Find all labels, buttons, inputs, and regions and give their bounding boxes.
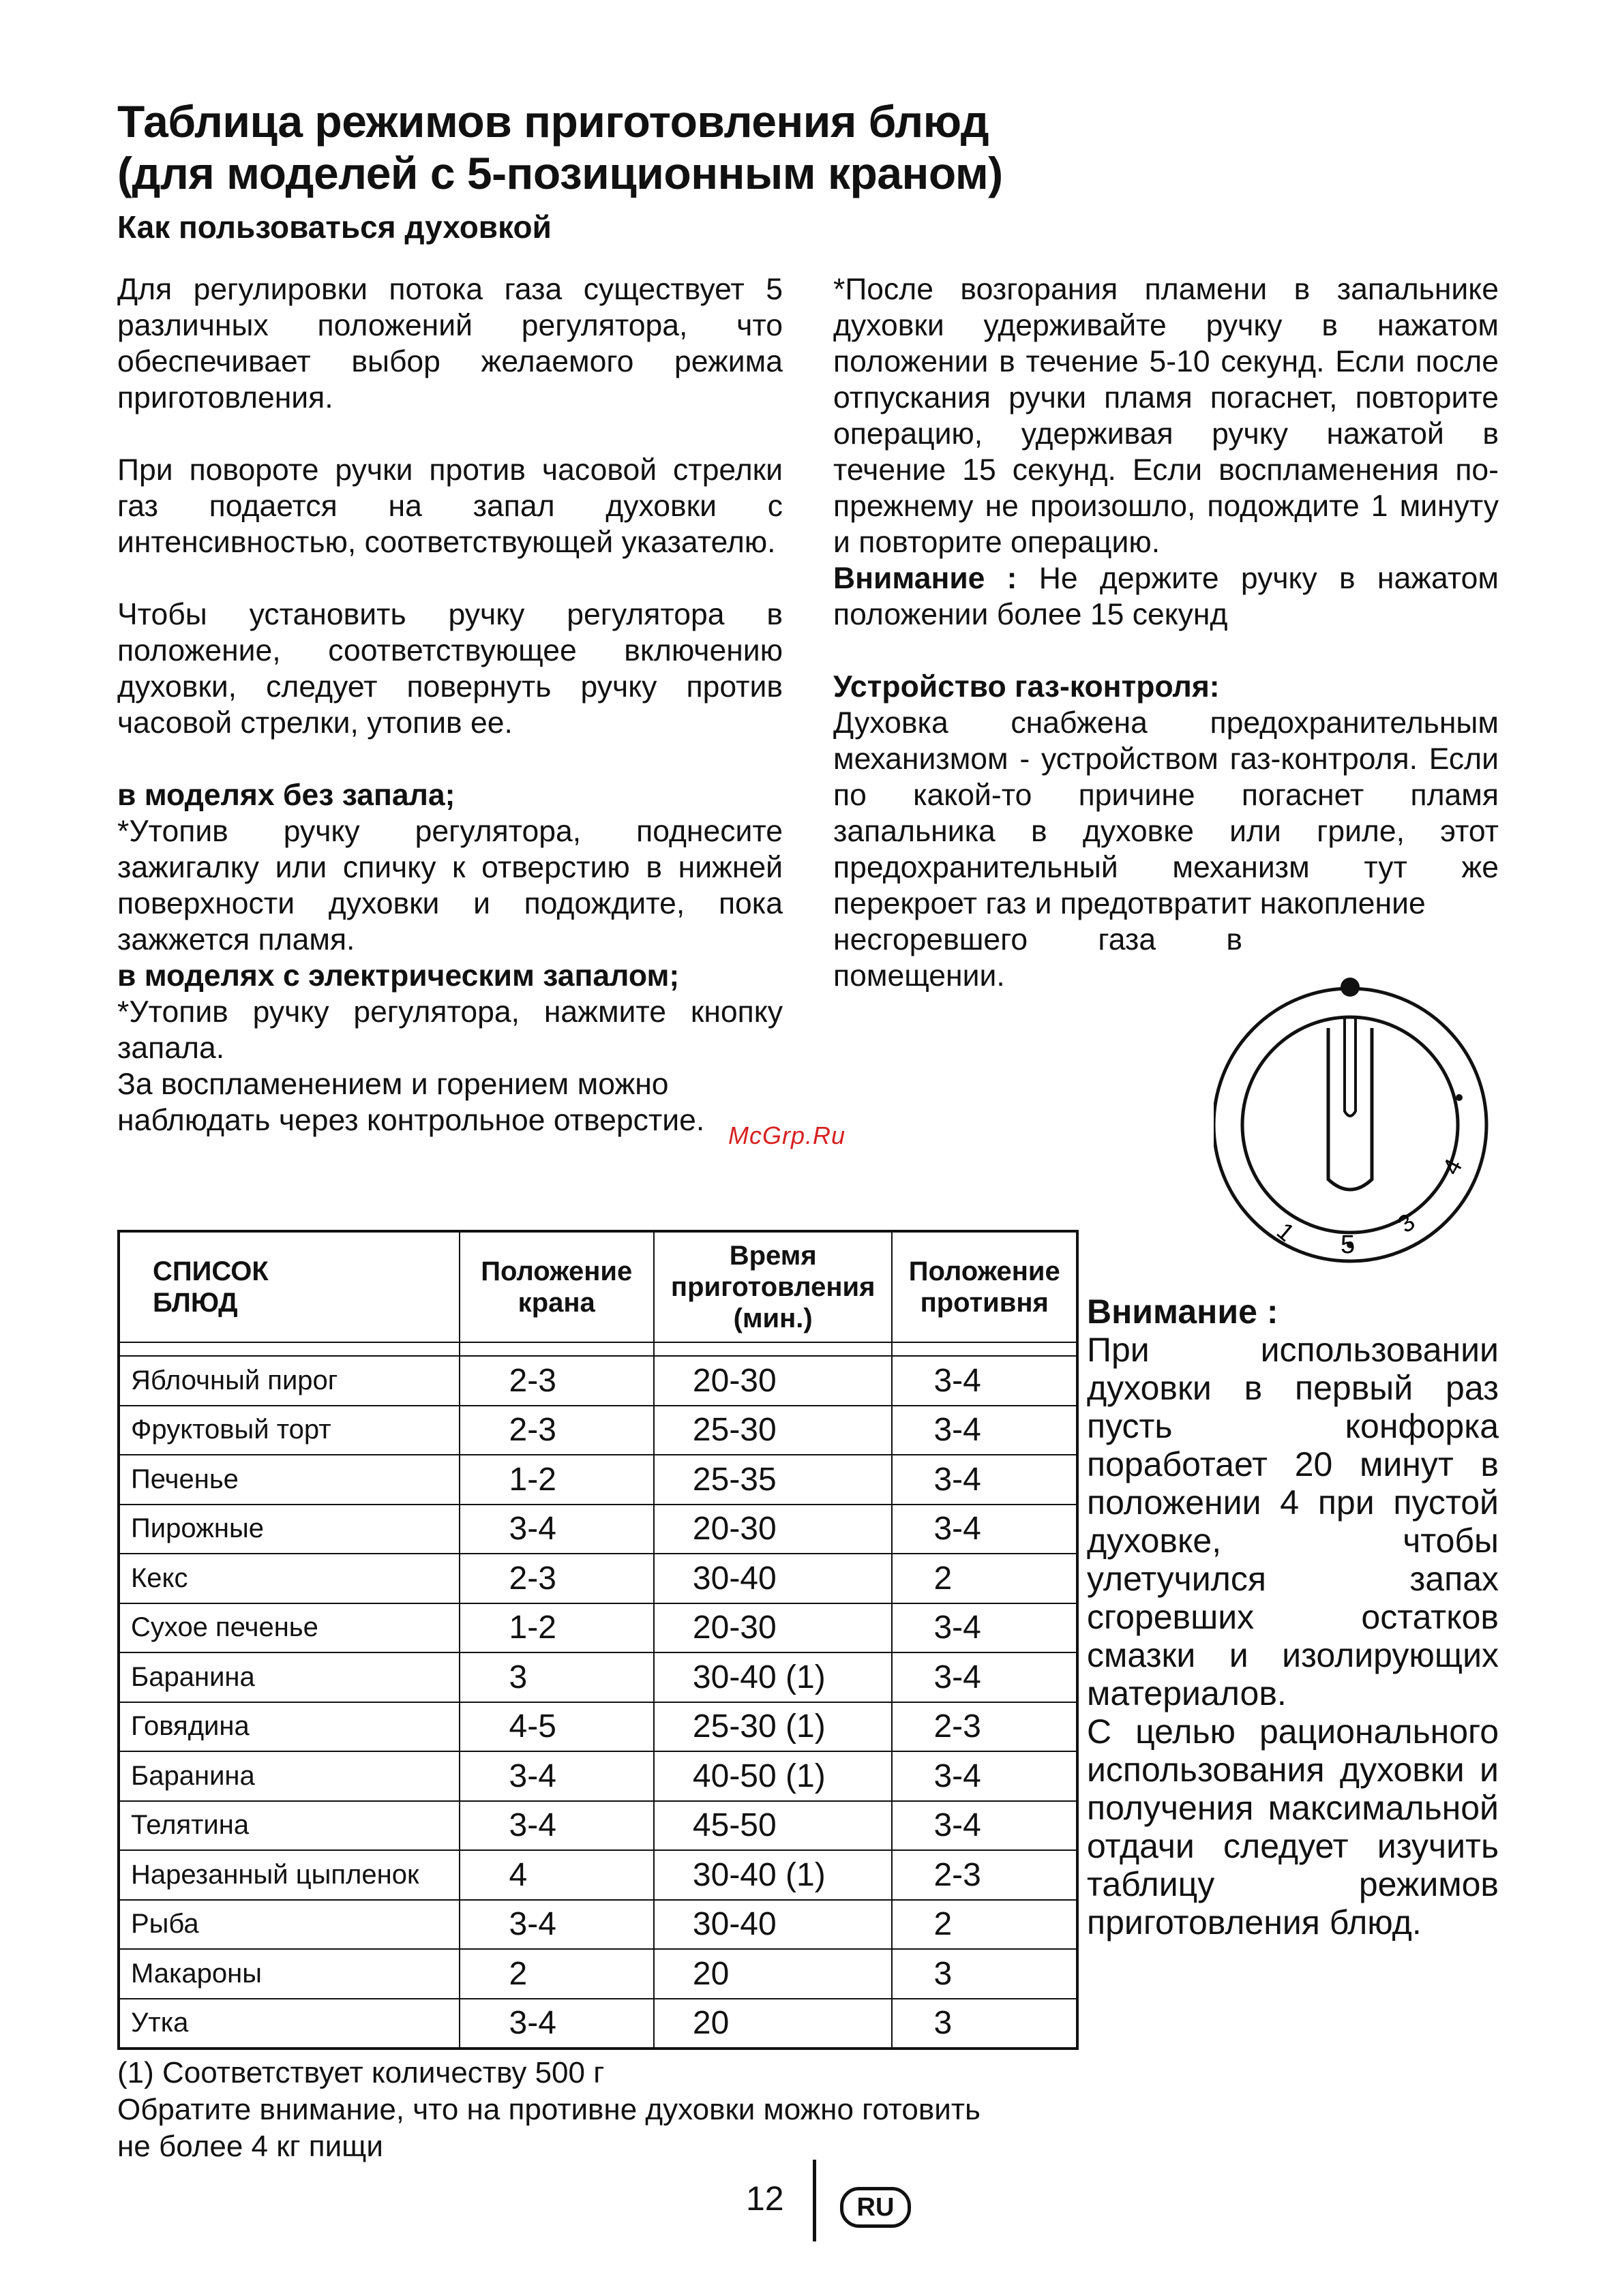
dish-cell: Говядина: [119, 1702, 460, 1752]
tray-cell: 3: [892, 1999, 1077, 2049]
gap-cell: [460, 1342, 654, 1356]
tray-cell: 3-4: [892, 1505, 1077, 1554]
knob-label-5: 5: [1341, 1230, 1356, 1259]
dish-cell: Фруктовый торт: [119, 1406, 460, 1455]
left-paragraph-5: *Утопив ручку регулятора, нажмите кнопку запала.: [117, 995, 783, 1065]
language-badge: RU: [840, 2187, 911, 2228]
right-paragraph-1: *После возгорания пламени в запальнике духовки удерживайте ручку в нажатом положении в течение 5-10 секунд. Если после отпускания ручки пламя погаснет, повторите операцию, удерживая ручку нажатой в течение 15 секунд. Если воспламенения по-прежнему не произошло, подождите 1 минуту и повторите операцию.: [833, 273, 1499, 559]
note-paragraph-1: При использовании духовки в первый раз пусть конфорка поработает 20 минут в положении 4 при пустой духовке, чтобы улетучился запах сгоревших остатков смазки и изолирующих материалов.: [1087, 1331, 1499, 1712]
tray-cell: 3-4: [892, 1356, 1077, 1406]
table-row: [119, 1356, 1077, 1406]
right-column: [833, 271, 1499, 994]
valve-position-cell: 3: [460, 1652, 654, 1702]
table-footnote: [117, 2055, 981, 2165]
right-heading-gas-control: Устройство газ-контроля:: [833, 670, 1220, 704]
header-dish-line-1: СПИСОК: [153, 1256, 269, 1286]
time-cell: 30-40: [654, 1900, 893, 1950]
valve-position-cell: 3-4: [460, 1751, 654, 1801]
footer-divider: [813, 2160, 816, 2241]
valve-position-cell: 2-3: [460, 1356, 654, 1406]
knob-label-3: 3: [1392, 1207, 1420, 1239]
left-paragraph-2: При повороте ручки против часовой стрелки газ подается на запал духовки с интенсивностью, соответствующей указателю.: [117, 453, 783, 559]
valve-position-cell: 3-4: [460, 1801, 654, 1851]
table-row: [119, 1999, 1077, 2049]
first-use-note: [1087, 1293, 1499, 1942]
table-row: [119, 1554, 1077, 1603]
right-paragraph-3a: несгоревшего газа в: [833, 923, 1242, 956]
left-paragraph-4: *Утопив ручку регулятора, поднесите зажигалку или спичку к отверстию в нижней поверхности духовки и подождите, пока зажжется пламя.: [117, 815, 783, 956]
dish-cell: Утка: [119, 1999, 460, 2049]
time-cell: 30-40 (1): [654, 1850, 893, 1900]
valve-position-cell: 3-4: [460, 1999, 654, 2049]
right-warning: [833, 560, 1499, 633]
table-row: [119, 1406, 1077, 1455]
time-cell: 20-30: [654, 1603, 893, 1653]
gap-cell: [119, 1342, 460, 1356]
knob-inner-ring: [1242, 1017, 1458, 1233]
header-position-line-1: Положение: [481, 1256, 633, 1286]
table-row: [119, 1801, 1077, 1851]
title-line-2: (для моделей с 5-позиционным краном): [117, 148, 1003, 198]
time-cell: 45-50: [654, 1801, 893, 1851]
dish-cell: Баранина: [119, 1652, 460, 1702]
tray-cell: 3-4: [892, 1751, 1077, 1801]
left-paragraph-1: Для регулировки потока газа существует 5 различных положений регулятора, что обеспечивает выбор желаемого режима приготовления.: [117, 273, 783, 414]
note-paragraph-2: С целью рационального использования духовки и получения максимальной отдачи следует изучить таблицу режимов приготовления блюд.: [1087, 1712, 1499, 1942]
gap-cell: [892, 1342, 1077, 1356]
header-tray-line-1: Положение: [908, 1256, 1060, 1286]
right-warning-label: Внимание :: [833, 562, 1017, 595]
page-number: 12: [746, 2179, 784, 2218]
dish-cell: Телятина: [119, 1801, 460, 1851]
header-time-line-2: приготовления: [670, 1272, 876, 1302]
valve-position-cell: 2-3: [460, 1554, 654, 1603]
table-row: [119, 1850, 1077, 1900]
dish-cell: Яблочный пирог: [119, 1356, 460, 1406]
dish-cell: Сухое печенье: [119, 1603, 460, 1653]
table-row: [119, 1702, 1077, 1752]
tray-cell: 2-3: [892, 1702, 1077, 1752]
valve-position-cell: 3-4: [460, 1505, 654, 1554]
table-row: [119, 1505, 1077, 1554]
right-paragraph-2: Духовка снабжена предохранительным механизмом - устройством газ-контроля. Если по какой-то причине погаснет пламя запальника в духовке или гриле, этот предохранительный механизм тут же перекроет газ и предотвратит накопление: [833, 706, 1499, 920]
table-row: [119, 1455, 1077, 1505]
header-dish: [119, 1231, 460, 1342]
header-tray-line-2: противня: [920, 1288, 1049, 1318]
dish-cell: Печенье: [119, 1455, 460, 1505]
time-cell: 20: [654, 1949, 893, 1999]
right-warning-text: Не держите ручку в нажатом положении более 15 секунд: [833, 562, 1499, 631]
watermark: McGrp.Ru: [728, 1121, 846, 1149]
header-dish-line-2: БЛЮД: [153, 1288, 238, 1318]
header-position-line-2: крана: [518, 1288, 595, 1318]
time-cell: 40-50 (1): [654, 1751, 893, 1801]
tray-cell: 3-4: [892, 1652, 1077, 1702]
page-title: [117, 95, 1413, 199]
table-row: [119, 1900, 1077, 1950]
table-header-row: [119, 1231, 1077, 1342]
table-row: [119, 1652, 1077, 1702]
dish-cell: Нарезанный цыпленок: [119, 1850, 460, 1900]
cooking-modes-table: [117, 1230, 1079, 2050]
note-title: Внимание :: [1087, 1293, 1278, 1331]
footnote-line-2: Обратите внимание, что на противне духовки можно готовить: [117, 2093, 981, 2126]
time-cell: 20-30: [654, 1356, 893, 1406]
footnote-line-3: не более 4 кг пищи: [117, 2130, 383, 2163]
left-heading-electric-igniter: в моделях с электрическим запалом;: [117, 959, 680, 993]
dish-cell: Рыба: [119, 1900, 460, 1950]
table-body: [119, 1342, 1077, 2049]
knob-handle-slot: [1345, 1017, 1356, 1116]
valve-position-cell: 1-2: [460, 1603, 654, 1653]
tray-cell: 3: [892, 1949, 1077, 1999]
knob-label-4: 4: [1436, 1153, 1468, 1179]
dish-cell: Макароны: [119, 1949, 460, 1999]
valve-position-cell: 2: [460, 1949, 654, 1999]
time-cell: 25-30: [654, 1406, 893, 1455]
tray-cell: 2: [892, 1554, 1077, 1603]
header-position: [460, 1231, 654, 1342]
title-line-1: Таблица режимов приготовления блюд: [117, 96, 989, 147]
dish-cell: Кекс: [119, 1554, 460, 1603]
gap-cell: [654, 1342, 893, 1356]
table-row: [119, 1949, 1077, 1999]
footnote-line-1: (1) Соответствует количеству 500 г: [117, 2056, 605, 2089]
knob-outer-ring: [1214, 988, 1486, 1261]
left-column: [117, 271, 783, 1138]
table-row: [119, 1603, 1077, 1653]
tray-cell: 3-4: [892, 1455, 1077, 1505]
tray-cell: 3-4: [892, 1603, 1077, 1653]
tray-cell: 2-3: [892, 1850, 1077, 1900]
time-cell: 25-35: [654, 1455, 893, 1505]
valve-position-cell: 4: [460, 1850, 654, 1900]
tray-cell: 3-4: [892, 1801, 1077, 1851]
knob-mark-dot-1: [1456, 1094, 1463, 1101]
valve-position-cell: 1-2: [460, 1455, 654, 1505]
dish-cell: Пирожные: [119, 1505, 460, 1554]
valve-position-cell: 4-5: [460, 1702, 654, 1752]
header-time-line-3: (мин.): [733, 1303, 813, 1333]
time-cell: 20-30: [654, 1505, 893, 1554]
tray-cell: 3-4: [892, 1406, 1077, 1455]
valve-position-cell: 2-3: [460, 1406, 654, 1455]
time-cell: 20: [654, 1999, 893, 2049]
time-cell: 30-40: [654, 1554, 893, 1603]
time-cell: 25-30 (1): [654, 1702, 893, 1752]
table-gap-row: [119, 1342, 1077, 1356]
knob-handle: [1328, 1028, 1372, 1190]
table-row: [119, 1751, 1077, 1801]
tray-cell: 2: [892, 1900, 1077, 1950]
valve-position-cell: 3-4: [460, 1900, 654, 1950]
left-paragraph-3: Чтобы установить ручку регулятора в положение, соответствующее включению духовки, следует повернуть ручку против часовой стрелки, утопив ее.: [117, 598, 783, 740]
left-paragraph-6: За воспламенением и горением можно наблюдать через контрольное отверстие.: [117, 1068, 705, 1137]
header-tray: [892, 1231, 1077, 1342]
right-paragraph-3b: помещении.: [833, 959, 1005, 993]
dish-cell: Баранина: [119, 1751, 460, 1801]
time-cell: 30-40 (1): [654, 1652, 893, 1702]
knob-label-1: 1: [1271, 1216, 1300, 1248]
section-subtitle: Как пользоваться духовкой: [117, 209, 552, 245]
left-heading-no-igniter: в моделях без запала;: [117, 779, 455, 812]
oven-knob-diagram: [1214, 975, 1541, 1268]
header-time: [654, 1231, 893, 1342]
header-time-line-1: Время: [729, 1241, 817, 1271]
